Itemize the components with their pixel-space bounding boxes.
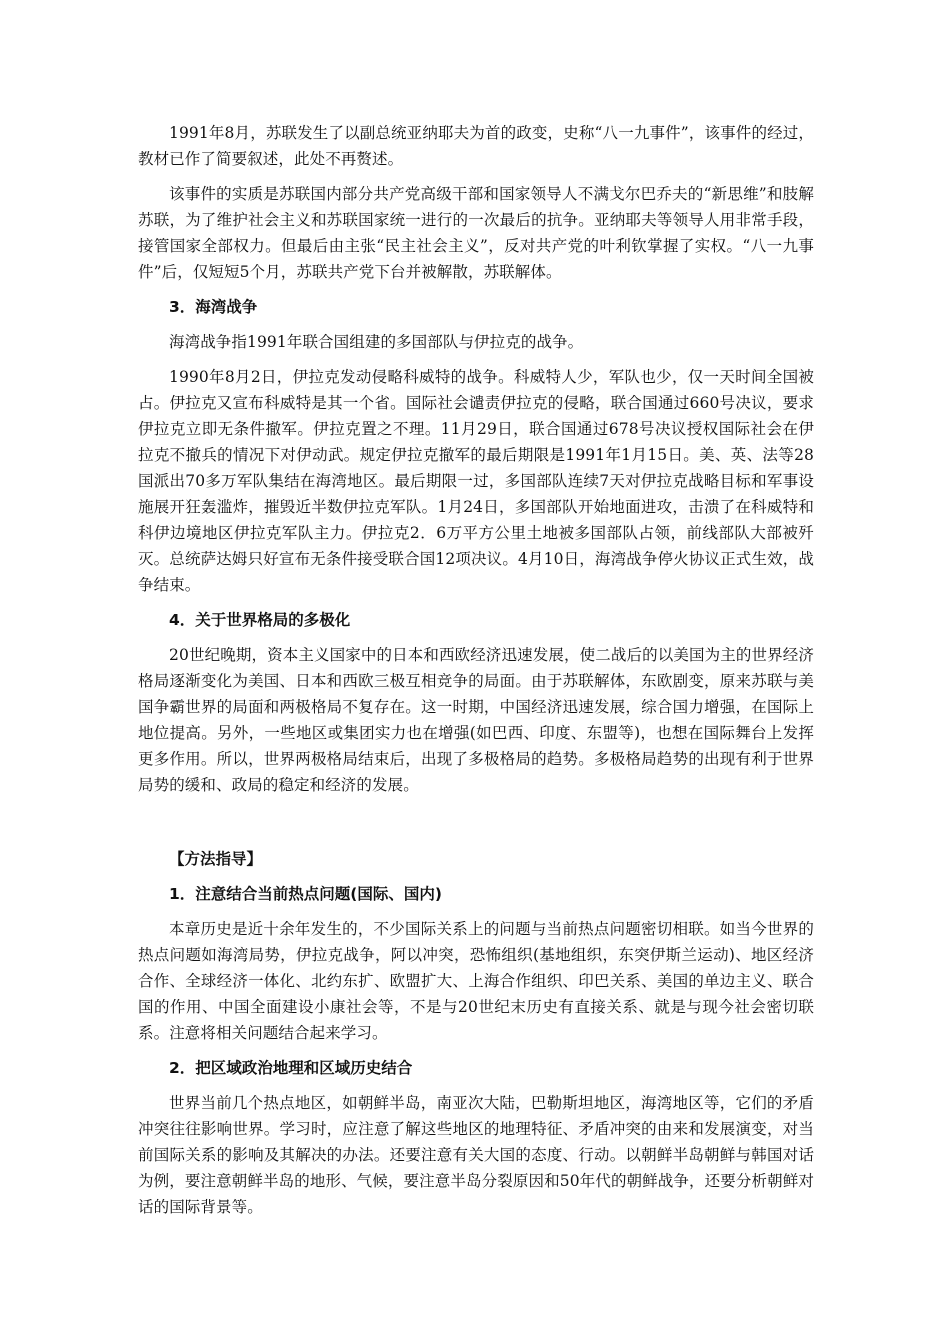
- heading-gulf-war: 3．海湾战争: [169, 298, 258, 316]
- paragraph-multipolarity: 20世纪晚期，资本主义国家中的日本和西欧经济迅速发展，使二战后的以美国为主的世界经济格局逐渐变化为美国、日本和西欧三极互相竞争的局面。由于苏联解体，东欧剧变，原来苏联与美国争霸世界的局面和两极格局不复存在。这一时期，中国经济迅速发展，综合国力增强，在国际上地位提高。另外，一些地区或集团实力也在增强(如巴西、印度、东盟等)，也想在国际舞台上发挥更多作用。所以，世界两极格局结束后，出现了多极格局的趋势。多极格局趋势的出现有利于世界局势的缓和、政局的稳定和经济的发展。: [138, 646, 814, 794]
- heading-hot-issues: 1．注意结合当前热点问题(国际、国内): [169, 885, 442, 903]
- paragraph-august-coup: 1991年8月，苏联发生了以副总统亚纳耶夫为首的政变，史称“八一九事件”，该事件的经过，教材已作了简要叙述，此处不再赘述。: [138, 124, 814, 168]
- paragraph-hot-issues: 本章历史是近十余年发生的，不少国际关系上的问题与当前热点问题密切相联。如当今世界的热点问题如海湾局势，伊拉克战争，阿以冲突，恐怖组织(基地组织，东突伊斯兰运动)、地区经济合作、全球经济一体化、北约东扩、欧盟扩大、上海合作组织、印巴关系、美国的单边主义、联合国的作用、中国全面建设小康社会等，不是与20世纪末历史有直接关系、就是与现今社会密切联系。注意将相关问题结合起来学习。: [138, 920, 814, 1042]
- heading-regional-geography: 2．把区域政治地理和区域历史结合: [169, 1059, 413, 1077]
- paragraph-gulf-war-details: 1990年8月2日，伊拉克发动侵略科威特的战争。科威特人少，军队也少，仅一天时间全国被占。伊拉克又宣布科威特是其一个省。国际社会谴责伊拉克的侵略，联合国通过660号决议，要求伊拉克立即无条件撤军。伊拉克置之不理。11月29日，联合国通过678号决议授权国际社会在伊拉克不撤兵的情况下对伊动武。规定伊拉克撤军的最后期限是1991年1月15日。美、英、法等28国派出70多万军队集结在海湾地区。最后期限一过，多国部队连续7天对伊拉克战略目标和军事设施展开狂轰滥炸，摧毁近半数伊拉克军队。1月24日，多国部队开始地面进攻，击溃了在科威特和科伊边境地区伊拉克军队主力。伊拉克2．6万平方公里土地被多国部队占领，前线部队大部被歼灭。总统萨达姆只好宣布无条件接受联合国12项决议。4月10日，海湾战争停火协议正式生效，战争结束。: [138, 368, 814, 594]
- document-page: [138, 120, 814, 1229]
- paragraph-coup-nature: 该事件的实质是苏联国内部分共产党高级干部和国家领导人不满戈尔巴乔夫的“新思维”和肢解苏联，为了维护社会主义和苏联国家统一进行的一次最后的抗争。亚纳耶夫等领导人用非常手段，接管国家全部权力。但最后由主张“民主社会主义”，反对共产党的叶利钦掌握了实权。“八一九事件”后，仅短短5个月，苏联共产党下台并被解散，苏联解体。: [138, 185, 814, 281]
- section-title-method-guide: 【方法指导】: [169, 850, 263, 868]
- heading-multipolarity: 4．关于世界格局的多极化: [169, 611, 351, 629]
- paragraph-regional-geography: 世界当前几个热点地区，如朝鲜半岛，南亚次大陆，巴勒斯坦地区，海湾地区等，它们的矛盾冲突往往影响世界。学习时，应注意了解这些地区的地理特征、矛盾冲突的由来和发展演变，对当前国际关系的影响及其解决的办法。还要注意有关大国的态度、行动。以朝鲜半岛朝鲜与韩国对话为例，要注意朝鲜半岛的地形、气候，要注意半岛分裂原因和50年代的朝鲜战争，还要分析朝鲜对话的国际背景等。: [138, 1094, 814, 1216]
- paragraph-gulf-war-definition: 海湾战争指1991年联合国组建的多国部队与伊拉克的战争。: [169, 333, 584, 351]
